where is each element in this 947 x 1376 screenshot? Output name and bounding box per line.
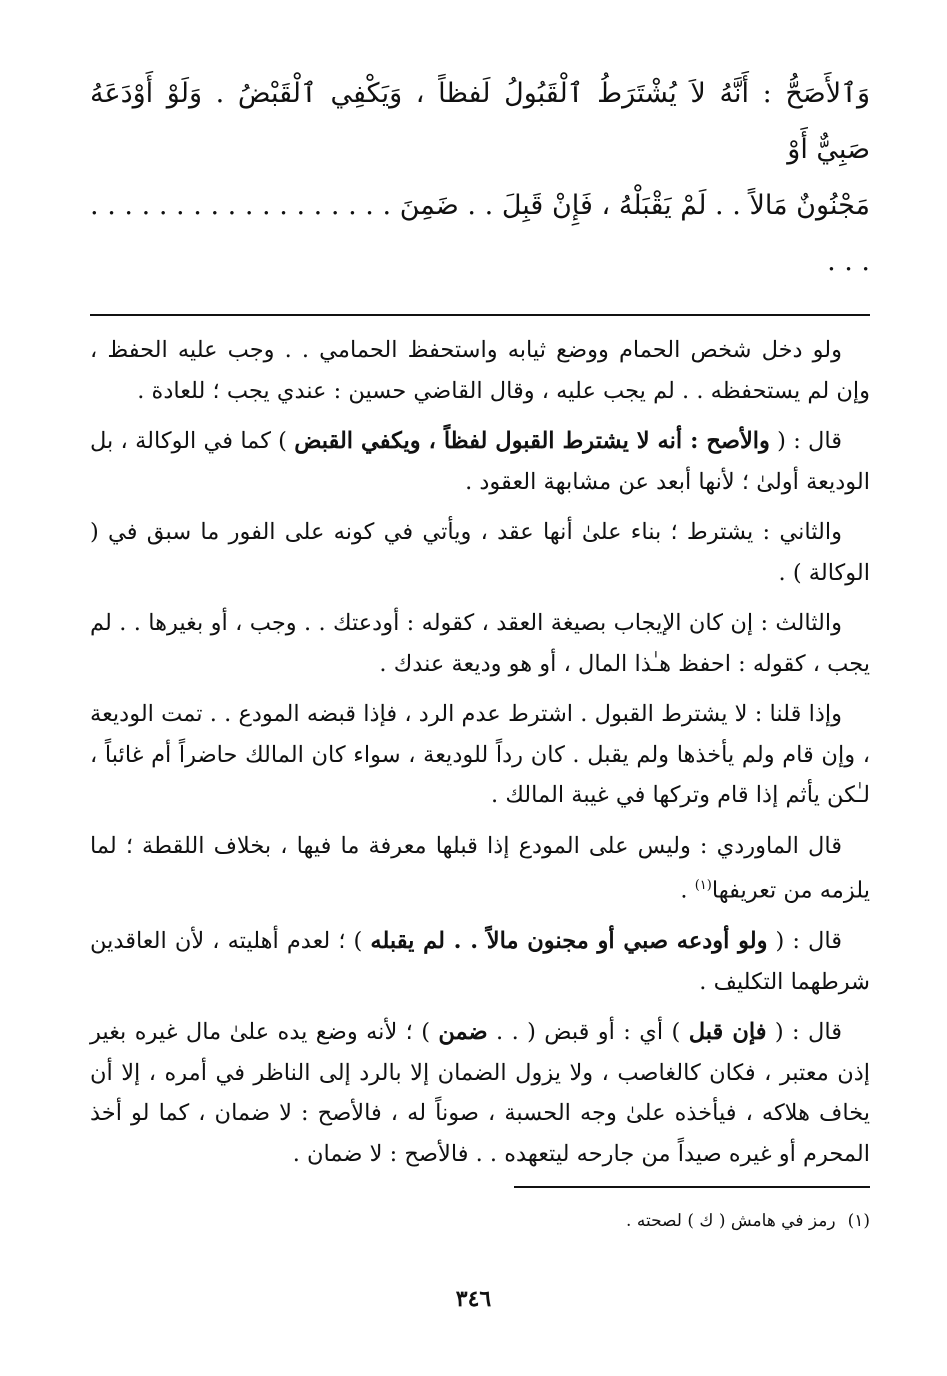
paragraph-7-intro: قال : ( [767,928,842,954]
footnote-number: (١) [847,1211,870,1231]
matn-line-1: وَٱلأَصَحُّ : أَنَّهُ لاَ يُشْتَرَطُ ٱلْقَبُولُ لَفظاً ، وَيَكْفِي ٱلْقَبْضُ . وَلَوْ أَوْدَعَهُ صَبِيٌّ أَوْ [90,78,870,165]
paragraph-8-quote-1: فإن قبل [688,1019,767,1045]
footnote [90,1206,870,1236]
paragraph-4: والثالث : إن كان الإيجاب بصيغة العقد ، كقوله : أودعتك . . وجب ، أو بغيرها . . لم يجب ، كقوله : احفظ هـٰذا المال ، أو هو وديعة عندك . [90,610,870,677]
paragraph-8-rest: ) ؛ لأنه وضع يده علىٰ مال غيره بغير إذن معتبر ، فكان كالغاصب ، ولا يزول الضمان إلا بالرد إلى الناظر في أمره ، إلا أن يخاف هلاكه ، فيأخذه علىٰ وجه الحسبة ، صوناً له ، فالأصح : لا ضمان ، كما لو أخذ المحرم أو غيره صيداً من جارحه ليتعهده . . فالأصح : لا ضمان . [90,1019,870,1167]
paragraph-8 [90,1012,870,1174]
paragraph-6-text: قال الماوردي : وليس على المودع إذا قبلها معرفة ما فيها ، بخلاف اللقطة ؛ لما يلزمه من تعريفها [90,832,870,904]
paragraph-1: ولو دخل شخص الحمام ووضع ثيابه واستحفظ الحمامي . . وجب عليه الحفظ ، وإن لم يستحفظه . . لم يجب عليه ، وقال القاضي حسين : عندي يجب ؛ للعادة . [90,337,870,404]
paragraph-3: والثاني : يشترط ؛ بناء علىٰ أنها عقد ، ويأتي في كونه على الفور ما سبق في ( الوكالة ) . [90,519,870,586]
footnote-ref[interactable]: (١) [694,878,712,893]
page-body [90,66,870,1236]
paragraph-2-intro: قال : ( [769,428,843,454]
matn-block [90,66,870,290]
paragraph-6-end: . [680,877,695,904]
paragraph-2-rest: ) كما في الوكالة ، بل الوديعة أولىٰ ؛ لأنها أبعد عن مشابهة العقود . [90,428,870,495]
paragraph-7 [90,921,870,1002]
paragraph-5: وإذا قلنا : لا يشترط القبول . اشترط عدم الرد ، فإذا قبضه المودع . . تمت الوديعة ، وإن قام ولم يأخذها ولم يقبل . كان رداً للوديعة ، سواء كان المالك حاضراً أم غائباً ، لـٰكن يأثم إذا قام وتركها في غيبة المالك . [90,701,870,808]
paragraph-2 [90,421,870,502]
footnote-text: رمز في هامش ( ك ) لصحته . [626,1211,836,1231]
page-number: ٣٤٦ [455,1286,492,1312]
paragraph-8-quote-2: ضمن [438,1019,488,1045]
footnote-rule [514,1186,870,1188]
matn-line-2: مَجْنُونٌ مَالاً . . لَمْ يَقْبَلْهُ ، فَإِنْ قَبِلَ . . ضَمِنَ . . . . . . . . . . . . . . . . . . . . . [90,190,870,277]
paragraph-7-quote: ولو أودعه صبي أو مجنون مالاً . . لم يقبله [370,928,768,954]
paragraph-7-rest: ) ؛ لعدم أهليته ، لأن العاقدين شرطهما التكليف . [90,928,870,995]
separator-rule [90,314,870,316]
paragraph-2-quote: والأصح : أنه لا يشترط القبول لفظاً ، ويكفي القبض [294,428,770,454]
paragraph-6 [90,826,870,912]
paragraph-8-intro: قال : ( [766,1019,842,1045]
paragraph-8-mid: ) أي : أو قبض ( . . [487,1019,689,1045]
